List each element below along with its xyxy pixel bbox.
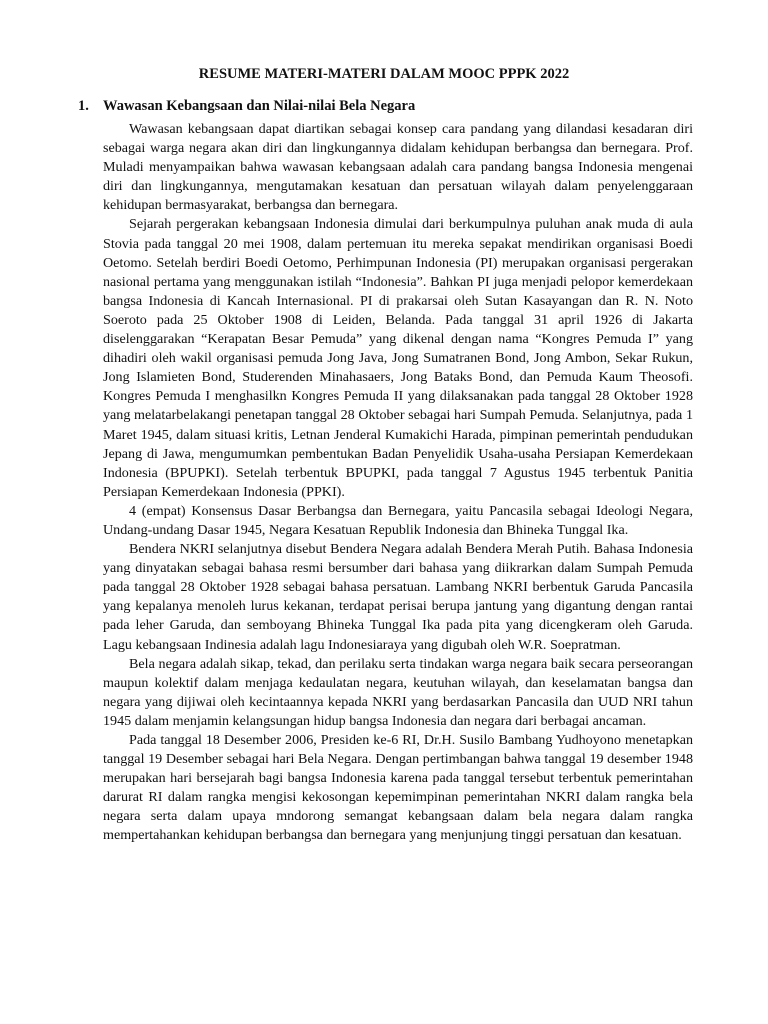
paragraph: Pada tanggal 18 Desember 2006, Presiden ke-6 RI, Dr.H. Susilo Bambang Yudhoyono menetapkan tanggal 19 Desember sebagai hari Bela Negara. Dengan pertimbangan bahwa tanggal 19 desember 1948 merupakan hari bersejarah bagi bangsa Indonesia karena pada tanggal tersebut terbentuk pemerintahan darurat RI dalam rangka mengisi kekosongan kepemimpinan pemerintahan NKRI dalam rangka bela negara serta dalam upaya mndorong semangat kebangsaan dalam bela negara dalam rangka mempertahankan kehidupan berbangsa dan bernegara yang menjunjung tinggi persatuan dan kesatuan. — [103, 732, 693, 844]
section-number: 1. — [78, 98, 89, 114]
paragraph: Bela negara adalah sikap, tekad, dan perilaku serta tindakan warga negara baik secara perseorangan maupun kolektif dalam menjaga kedaulatan negara, keutuhan wilayah, dan keselamatan bangsa dan negara yang dijiwai oleh kecintaannya kepada NKRI yang berdasarkan Pancasila dan UUD NRI tahun 1945 dalam menjamin kelangsungan hidup bangsa Indonesia dan negara dari berbagai ancaman. — [103, 655, 693, 729]
paragraph: Bendera NKRI selanjutnya disebut Bendera Negara adalah Bendera Merah Putih. Bahasa Indonesia yang dinyatakan sebagai bahasa resmi bersumber dari bahasa yang diikrarkan dalam Sumpah Pemuda pada tanggal 28 Oktober 1928 sebagai bahasa persatuan. Lambang NKRI berbentuk Garuda Pancasila yang kepalanya menoleh lurus kekanan, terdapat perisai berupa jantung yang digantung dengan rantai pada leher Garuda, dan semboyang Bhineka Tunggal Ika pada pita yang dicengkeram oleh Garuda. Lagu kebangsaan Indinesia adalah lagu Indonesiaraya yang digubah oleh W.R. Soepratman. — [103, 541, 693, 653]
section-body — [103, 120, 693, 846]
document-title: RESUME MATERI-MATERI DALAM MOOC PPPK 2022 — [198, 66, 570, 82]
paragraph: Sejarah pergerakan kebangsaan Indonesia dimulai dari berkumpulnya puluhan anak muda di aula Stovia pada tanggal 20 mei 1908, dalam pertemuan itu mereka sepakat mendirikan organisasi Boedi Oetomo. Setelah berdiri Boedi Oetomo, Perhimpunan Indonesia (PI) merupakan organisasi pergerakan nasional pertama yang menggunakan istilah “Indonesia”. Bahkan PI juga menjadi pelopor kemerdekaan bangsa Indonesia di Kancah Internasional. PI di prakarsai oleh Sutan Kasayangan dan R. N. Noto Soeroto pada 25 Oktober 1908 di Leiden, Belanda. Pada tanggal 31 april 1926 di Jakarta diselenggarakan “Kerapatan Besar Pemuda” yang dikenal dengan nama “Kongres Pemuda I” yang dihadiri oleh wakil organisasi pemuda Jong Java, Jong Sumatranen Bond, Jong Ambon, Sekar Rukun, Jong Islamieten Bond, Studerenden Minahasaers, Jong Bataks Bond, dan Pemuda Kaum Theosofi. Kongres Pemuda I menghasilkn Kongres Pemuda II yang dilaksanakan pada tanggal 28 Oktober 1928 yang melatarbelakangi penetapan tanggal 28 Oktober sebagai hari Sumpah Pemuda. Selanjutnya, pada 1 Maret 1945, dalam situasi kritis, Letnan Jenderal Kumakichi Harada, pimpinan pemerintah pendudukan Jepang di Jawa, mengumumkan pembentukan Badan Penyelidik Usaha-usaha Persiapan Kemerdekaan Indonesia (BPUPKI). Setelah terbentuk BPUPKI, pada tanggal 7 Agustus 1945 terbentuk Panitia Persiapan Kemerdekaan Indonesia (PPKI). — [103, 216, 693, 500]
paragraph: 4 (empat) Konsensus Dasar Berbangsa dan Bernegara, yaitu Pancasila sebagai Ideologi Negara, Undang-undang Dasar 1945, Negara Kesatuan Republik Indonesia dan Bhineka Tunggal Ika. — [103, 502, 693, 538]
section-heading — [78, 98, 415, 115]
section-heading-text: Wawasan Kebangsaan dan Nilai-nilai Bela Negara — [103, 98, 416, 114]
paragraph: Wawasan kebangsaan dapat diartikan sebagai konsep cara pandang yang dilandasi kesadaran diri sebagai warga negara akan diri dan lingkungannya didalam kehidupan berbangsa dan bernegara. Prof. Muladi menyampaikan bahwa wawasan kebangsaan adalah cara pandang bangsa Indonesia mengenai diri dan lingkungannya, mengutamakan kesatuan dan persatuan wilayah dalam penyelenggaraan kehidupan bermasyarakat, berbangsa dan bernegara. — [103, 121, 693, 214]
